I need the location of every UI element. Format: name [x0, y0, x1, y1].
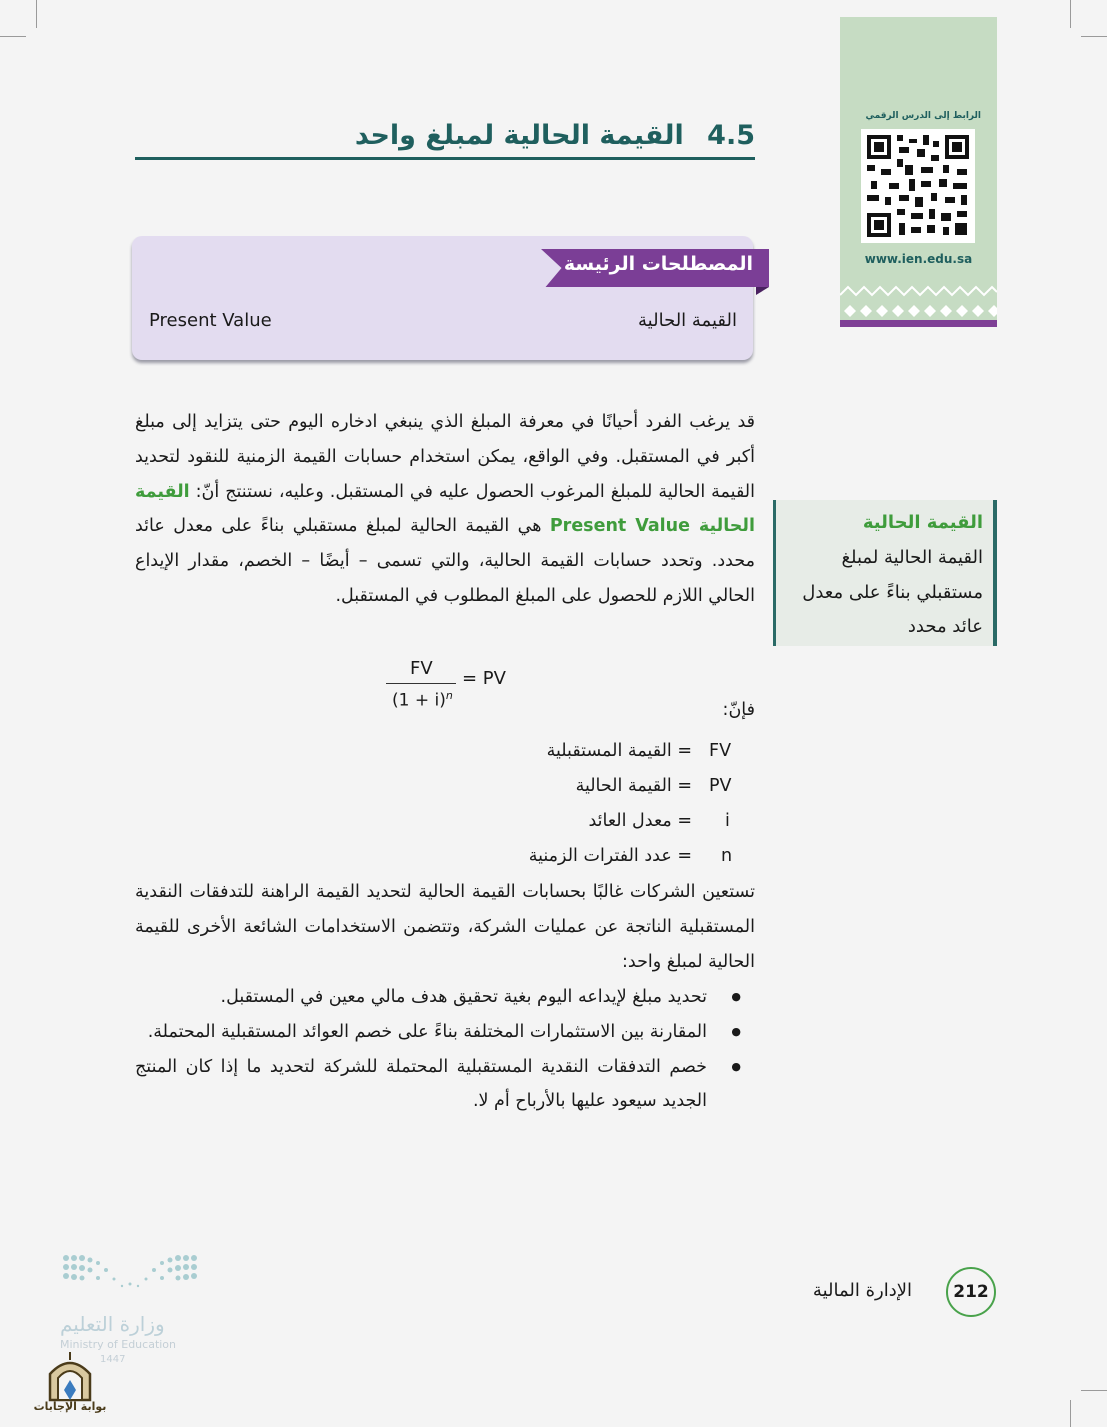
crop-mark — [1081, 1390, 1107, 1391]
uses-list — [135, 980, 755, 1119]
definition-text: = القيمة المستقبلية — [546, 741, 692, 761]
digital-lesson-url[interactable]: www.ien.edu.sa — [864, 252, 973, 266]
watermark-text: بوابة الإجابات — [33, 1400, 107, 1413]
denominator-base: (1 + i) — [392, 690, 446, 711]
definition-text: = القيمة الحالية — [575, 776, 692, 796]
term-arabic: القيمة الحالية — [638, 310, 737, 331]
formula-result: = PV — [462, 668, 506, 689]
definition-symbol: i — [725, 811, 730, 831]
qr-code[interactable] — [861, 129, 975, 243]
fraction-bar — [386, 683, 456, 684]
ministry-year: 1447 — [100, 1354, 126, 1365]
definition-row — [135, 776, 755, 806]
definition-symbol: FV — [709, 741, 732, 761]
digital-lesson-label: الرابط إلى الدرس الرقمي — [865, 111, 981, 121]
book-title: الإدارة المالية — [812, 1280, 912, 1301]
section-title — [135, 105, 755, 160]
section-number: 4.5 — [707, 120, 755, 151]
definition-symbol: n — [721, 846, 733, 866]
definition-text: = معدل العائد — [588, 811, 692, 831]
section-title-text: القيمة الحالية لمبلغ واحد — [354, 120, 684, 151]
definition-row — [135, 741, 755, 771]
crop-mark — [0, 36, 26, 37]
definition-row — [135, 811, 755, 841]
crop-mark — [1081, 36, 1107, 37]
ribbon-fold — [756, 287, 769, 295]
where-label: فإنّ: — [722, 700, 755, 720]
key-terms-heading: المصطلحات الرئيسة — [563, 253, 753, 275]
term-english: Present Value — [149, 310, 272, 331]
crop-mark — [1070, 1400, 1071, 1427]
definition-row — [135, 846, 755, 876]
definition-sidebar — [773, 500, 997, 646]
digital-lesson-panel — [840, 17, 997, 327]
ministry-name-en: Ministry of Education — [60, 1338, 177, 1351]
paragraph-text: هي القيمة الحالية لمبلغ مستقبلي بناءً على معدل عائد محدد. وتحدد حسابات القيمة الحالية، والتي تسمى – أيضًا – الخصم، مقدار الإيداع الحالي اللازم للحصول على المبلغ المطلوب في المستقبل. — [135, 516, 755, 606]
list-item: ● المقارنة بين الاستثمارات المختلفة بناءً على خصم العوائد المستقبلية المحتملة. — [135, 1015, 707, 1050]
intro-paragraph — [135, 405, 755, 614]
list-item: ● تحديد مبلغ لإيداعه اليوم بغية تحقيق هدف مالي معين في المستقبل. — [135, 980, 707, 1015]
crop-mark — [1070, 0, 1071, 28]
watermark — [32, 1350, 108, 1420]
highlighted-term: القيمة الحالية Present Value — [135, 481, 755, 537]
paragraph-text: قد يرغب الفرد أحيانًا في معرفة المبلغ الذي ينبغي ادخاره اليوم حتى يتزايد إلى مبلغ أكبر في المستقبل. وفي الواقع، يمكن استخدام حسابات القيمة الزمنية للنقود لتحديد القيمة الحالية للمبلغ المرغوب الحصول عليه في المستقبل. وعليه، نستنتج أنّ: — [135, 412, 755, 502]
decorative-pattern — [840, 285, 997, 320]
formula-numerator: FV — [410, 658, 433, 679]
ministry-name-ar: وزارة التعليم — [60, 1312, 165, 1336]
list-item: ● خصم التدفقات النقدية المستقبلية المحتملة للشركة لتحديد ما إذا كان المنتج الجديد سيعود عليها بالأرباح أم لا. — [135, 1050, 707, 1120]
denominator-exponent: n — [445, 689, 453, 702]
definition-text: = عدد الفترات الزمنية — [528, 846, 692, 866]
crop-mark — [36, 0, 37, 28]
page-number: 212 — [946, 1267, 996, 1317]
sidebar-title: القيمة الحالية — [862, 512, 983, 533]
mosque-emblem-icon — [32, 1350, 108, 1402]
sidebar-text: القيمة الحالية لمبلغ مستقبلي بناءً على معدل عائد محدد — [802, 546, 983, 638]
definition-symbol: PV — [709, 776, 732, 796]
accent-bar — [840, 320, 997, 327]
ministry-logo-dots-icon — [60, 1250, 200, 1310]
key-terms-box — [132, 236, 753, 360]
uses-paragraph: تستعين الشركات غالبًا بحسابات القيمة الحالية لتحديد القيمة الراهنة للتدفقات النقدية المستقبلية الناتجة عن عمليات الشركة، وتتضمن الاستخدامات الشائعة الأخرى للقيمة الحالية لمبلغ واحد: — [135, 882, 755, 972]
